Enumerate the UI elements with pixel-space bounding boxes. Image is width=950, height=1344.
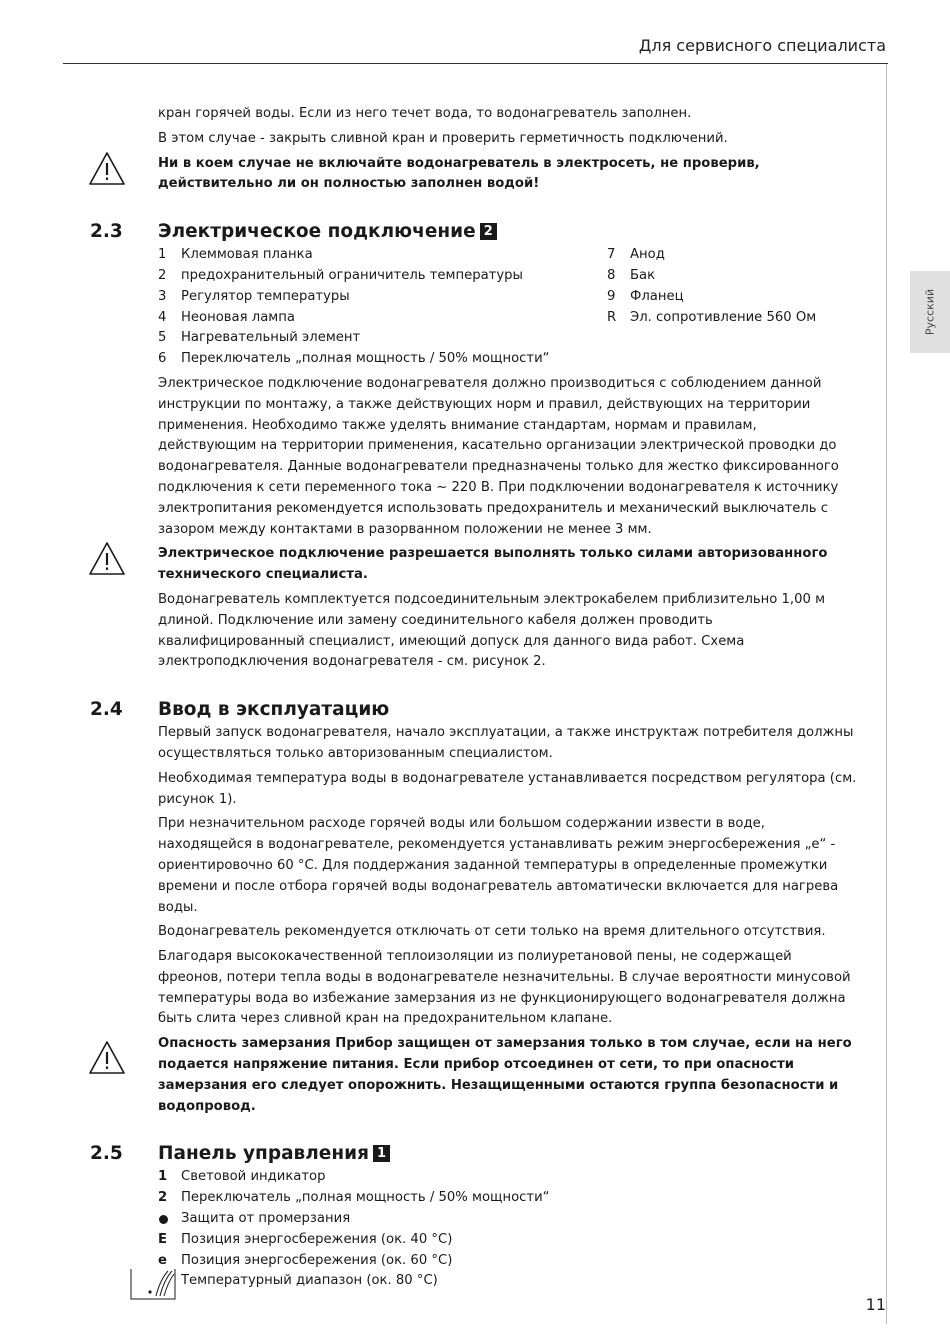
temperature-range-icon [130,1268,176,1300]
freezing-warning [158,1034,858,1117]
language-tab [910,271,950,353]
legend-item [158,1251,858,1272]
legend-number: 9 [607,288,616,304]
legend-text: Переключатель „полная мощность / 50% мощности“ [181,1190,550,1206]
section-paragraph: Электрическое подключение водонагревателя должно производиться с соблюдением данной инструкции по монтажу, а также действующих норм и правил, действующих на территории применения. Необходимо также уделять внимание стандартам, нормам и правилам, действующим на территории применения, касательно организации электрической проводки до водонагревателя. Данные водонагреватели предназначены только для жестко фиксированного подключения к сети переменного тока ~ 220 В. При подключении водонагревателя к источнику электропитания рекомендуется использовать предохранитель и механический выключатель с зазором между контактами в разорванном положении не менее 3 мм. [158,375,839,537]
section-title-text: Панель управления [158,1143,369,1165]
legend-number: 3 [158,288,167,304]
legend-item [158,1271,858,1292]
section-paragraph: Благодаря высококачественной теплоизоляции из полиуретановой пены, не содержащей фреонов, потери тепла воды в водонагревателе незначительны. В случае вероятности минусовой температуры вода во избежание замерзания из не функционирующего водонагревателя должна быть слита через сливной кран на предохранительном клапане. [158,949,851,1027]
legend-item [158,1230,858,1251]
legend-item [158,266,607,287]
legend-text: Клеммовая планка [181,247,313,263]
legend-text: Позиция энергосбережения (ок. 40 °C) [181,1231,453,1247]
legend-text: Бак [630,267,656,283]
legend-text: Световой индикатор [181,1169,326,1185]
section-2-5 [90,1141,858,1292]
legend-text: Неоновая лампа [181,309,295,325]
legend-item [158,328,607,349]
margin-rule [886,64,887,1324]
section-paragraph: Водонагреватель комплектуется подсоединительным электрокабелем приблизительно 1,00 м длиной. Подключение или замену соединительного кабеля должен проводить квалифицированный специалист, имеющий допуск для данного вида работ. Схема электроподключения водонагревателя - см. рисунок 2. [158,591,826,670]
warning-icon [88,151,126,187]
page-number: 11 [865,1295,886,1314]
legend-number: 5 [158,330,167,346]
legend-text: предохранительный ограничитель температуры [181,267,523,283]
intro-paragraph-2: В этом случае - закрыть сливной кран и проверить герметичность подключений. [158,130,728,146]
frost-protection-dot-icon [158,1209,181,1230]
section-paragraph: Необходимая температура воды в водонагревателе устанавливается посредством регулятора (см. рисунок 1). [158,770,857,807]
legend-text: Нагревательный элемент [181,330,361,346]
legend-column-right [607,245,858,370]
intro-warning [158,154,858,196]
header-title: Для сервисного специалиста [638,36,886,55]
legend-number: 2 [158,267,167,283]
section-title-text: Электрическое подключение [158,221,476,243]
legend-number: 1 [158,1169,168,1185]
figure-ref-badge: 1 [373,1145,390,1162]
legend-number: 8 [607,267,616,283]
section-2-4 [90,697,858,1117]
component-legend [158,245,858,370]
legend-text: Позиция энергосбережения (ок. 60 °C) [181,1252,453,1268]
electrical-warning-text: Электрическое подключение разрешается выполнять только силами авторизованного технического специалиста. [158,546,828,583]
language-tab-label: Русский [923,288,937,336]
figure-ref-badge: 2 [480,223,497,240]
section-title: Ввод в эксплуатацию [158,699,390,721]
legend-item [158,308,607,329]
page-content [90,104,858,1292]
section-number: 2.4 [90,699,123,721]
control-panel-legend [158,1167,858,1292]
legend-text: Защита от промерзания [181,1211,351,1227]
legend-item [607,287,858,308]
legend-number: 2 [158,1190,168,1206]
electrical-warning [158,544,858,586]
legend-item [158,1188,858,1209]
legend-number: 4 [158,309,167,325]
legend-text: Переключатель „полная мощность / 50% мощности“ [181,351,550,367]
section-title [158,1141,858,1167]
legend-number: e [158,1252,167,1268]
legend-text: Анод [630,247,665,263]
legend-text: Фланец [630,288,684,304]
section-paragraph: Первый запуск водонагревателя, начало эксплуатации, а также инструктаж потребителя должны осуществляться только авторизованным специалистом. [158,725,854,761]
section-paragraph: Водонагреватель рекомендуется отключать от сети только на время длительного отсутствия. [158,924,826,940]
legend-column-left [158,245,607,370]
legend-item [158,245,607,266]
legend-number: 1 [158,247,167,263]
legend-item [158,287,607,308]
legend-number: 7 [607,247,616,263]
legend-item [607,266,858,287]
legend-number: 6 [158,351,167,367]
header-rule [63,63,888,64]
intro-paragraph-1: кран горячей воды. Если из него течет вода, то водонагреватель заполнен. [158,106,692,121]
section-paragraph: При незначительном расходе горячей воды или большом содержании извести в воде, находящейся в водонагревателе, рекомендуется устанавливать режим энергосбережения „e“ - ориентировочно 60 °C. Для поддержания заданной температуры в определенные промежутки времени и после отбора горячей воды водонагреватель автоматически включается для нагрева воды. [158,816,839,915]
legend-item [158,1167,858,1188]
legend-item [607,245,858,266]
section-number: 2.3 [90,221,123,243]
warning-icon [88,541,126,577]
section-2-3 [90,219,858,673]
legend-number: R [607,309,617,325]
legend-text: Эл. сопротивление 560 Ом [630,309,817,325]
section-number: 2.5 [90,1143,123,1165]
section-title [158,219,858,245]
warning-icon [88,1040,126,1076]
legend-text: Регулятор температуры [181,288,350,304]
legend-number: E [158,1231,168,1247]
legend-text: Температурный диапазон (ок. 80 °C) [181,1273,438,1289]
freezing-warning-text: Опасность замерзания Прибор защищен от замерзания только в том случае, если на него подается напряжение питания. Если прибор отсоединен от сети, то при опасности замерзания его следует опорожнить. Незащищенными остаются группа безопасности и водопровод. [158,1036,852,1114]
intro-warning-text: Ни в коем случае не включайте водонагреватель в электросеть, не проверив, действительно ли он полностью заполнен водой! [158,155,760,192]
legend-item [607,308,858,329]
legend-item [158,349,607,370]
legend-item [158,1209,858,1230]
